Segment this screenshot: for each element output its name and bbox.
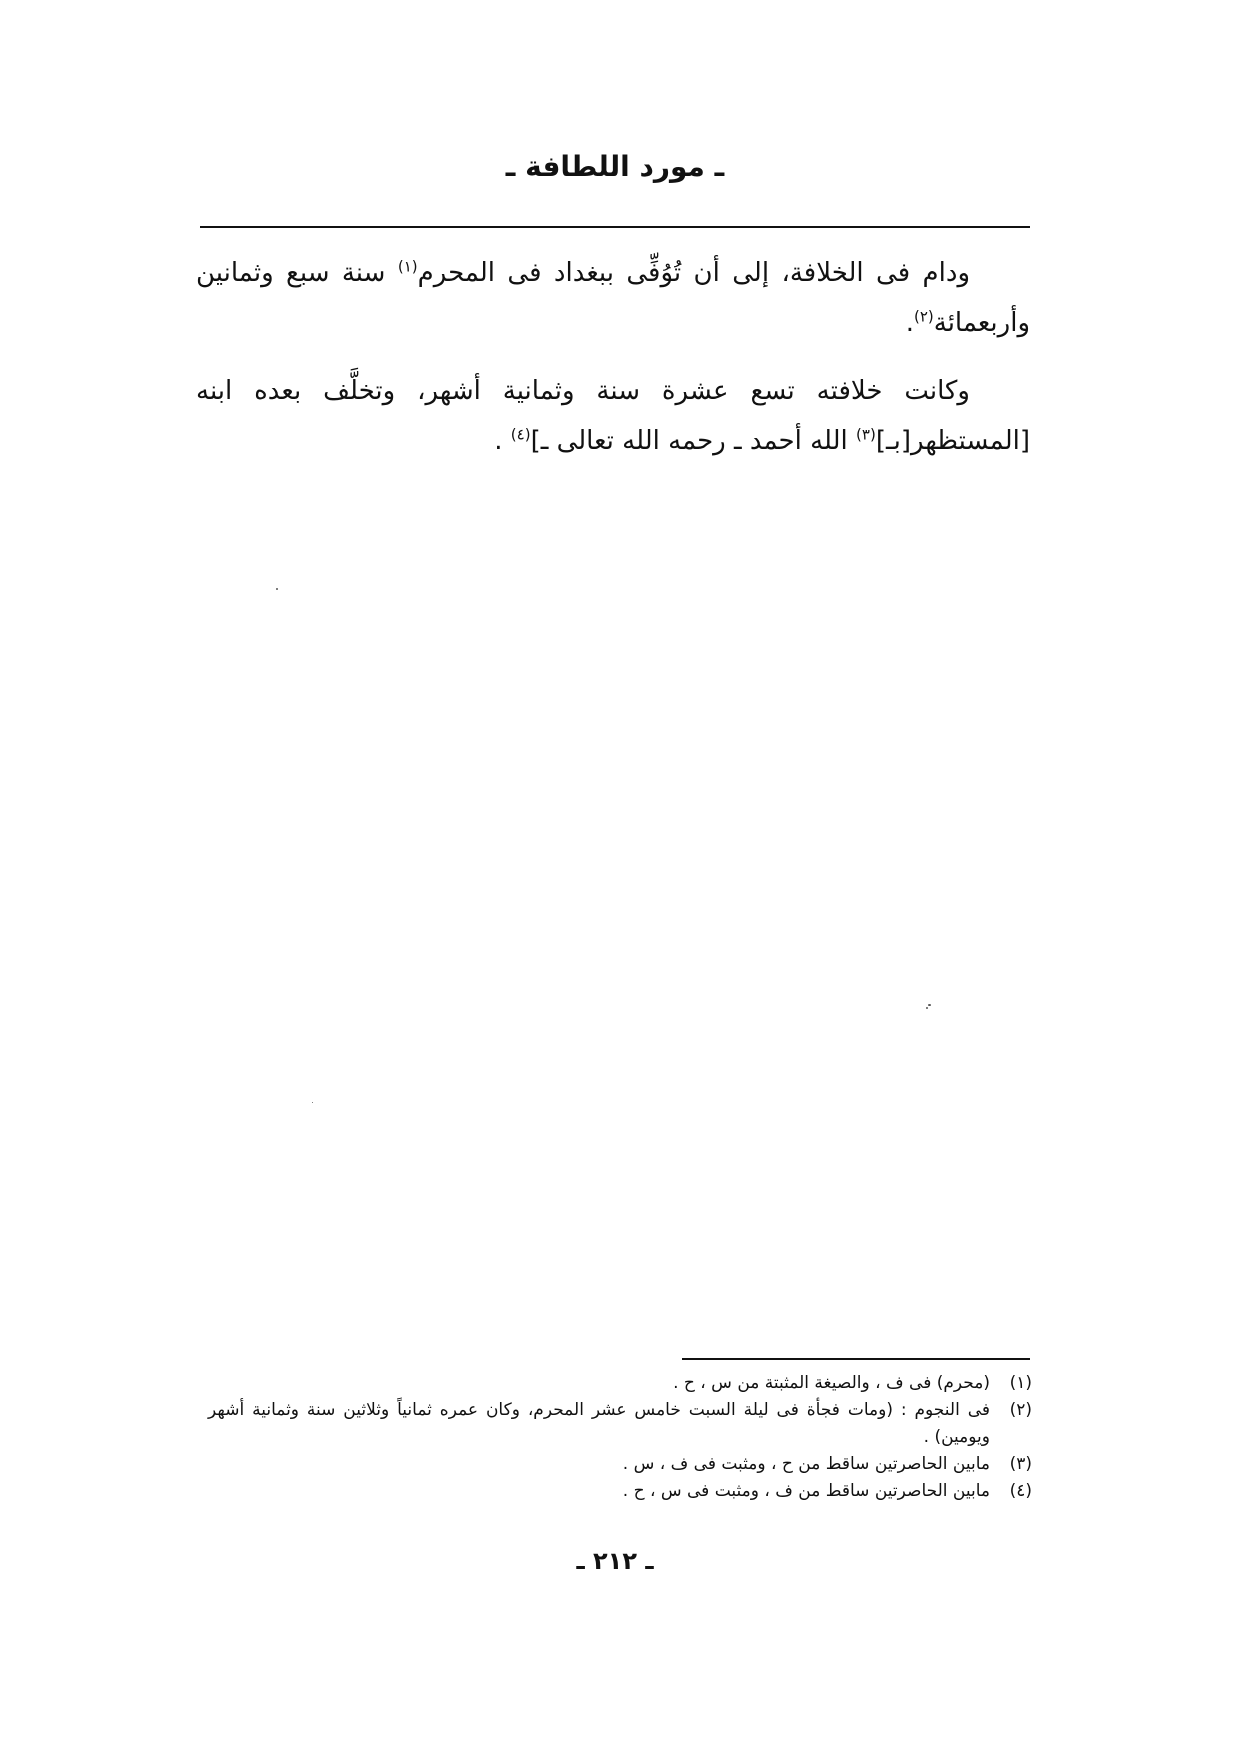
footnote-text: مابين الحاصرتين ساقط من ح ، ومثبت فى ف ، س . (622, 1454, 990, 1474)
footnote-ref-3: (٣) (856, 425, 876, 444)
footnote-rule (682, 1358, 1030, 1360)
text-segment: . (905, 308, 914, 338)
running-head: ـ مورد اللطافة ـ (505, 150, 725, 183)
footnote-ref-2: (٢) (913, 307, 934, 326)
footnote-3 (208, 1451, 1032, 1478)
scan-speck (276, 588, 278, 590)
text-segment: سنة سبع وثمانين وأربعمائة (196, 258, 1030, 338)
paragraph-1 (196, 248, 1030, 348)
text-segment: الله أحمد ـ رحمه الله تعالى ـ] (530, 426, 857, 456)
footnote-4 (208, 1478, 1032, 1505)
footnote-ref-1: (١) (397, 257, 418, 276)
footnote-text: (محرم) فى ف ، والصيغة المثبتة من س ، ح . (673, 1373, 990, 1393)
scan-speck (928, 1004, 931, 1006)
footnote-text: مابين الحاصرتين ساقط من ف ، ومثبت فى س ، ح . (622, 1481, 990, 1501)
footnote-1 (208, 1370, 1032, 1397)
footnote-2 (208, 1397, 1032, 1451)
footnote-number: (١) (1009, 1373, 1032, 1393)
text-segment: ودام فى الخلافة، إلى أن تُوُفِّى ببغداد فى المحرم (417, 258, 971, 288)
page-number: ـ ٢١٢ ـ (576, 1547, 654, 1575)
scan-speck (312, 1102, 313, 1103)
text-segment: وكانت خلافته تسع عشرة سنة وثمانية أشهر، وتخلَّف بعده ابنه [المستظهر[بـ] (196, 376, 1030, 456)
scan-speck (926, 1007, 928, 1009)
footnote-ref-4: (٤) (510, 425, 531, 444)
footnote-number: (٣) (1009, 1454, 1032, 1474)
footnote-text: فى النجوم : (ومات فجأة فى ليلة السبت خامس عشر المحرم، وكان عمره ثمانياً وثلاثين سنة وثمانية أشهر ويومين) . (208, 1400, 990, 1447)
footnotes (208, 1370, 1032, 1505)
footnote-number: (٢) (1009, 1400, 1032, 1420)
main-text (196, 248, 1030, 484)
text-segment: . (494, 426, 511, 456)
footnote-number: (٤) (1009, 1481, 1032, 1501)
header-rule (200, 226, 1030, 228)
paragraph-2 (196, 366, 1030, 466)
